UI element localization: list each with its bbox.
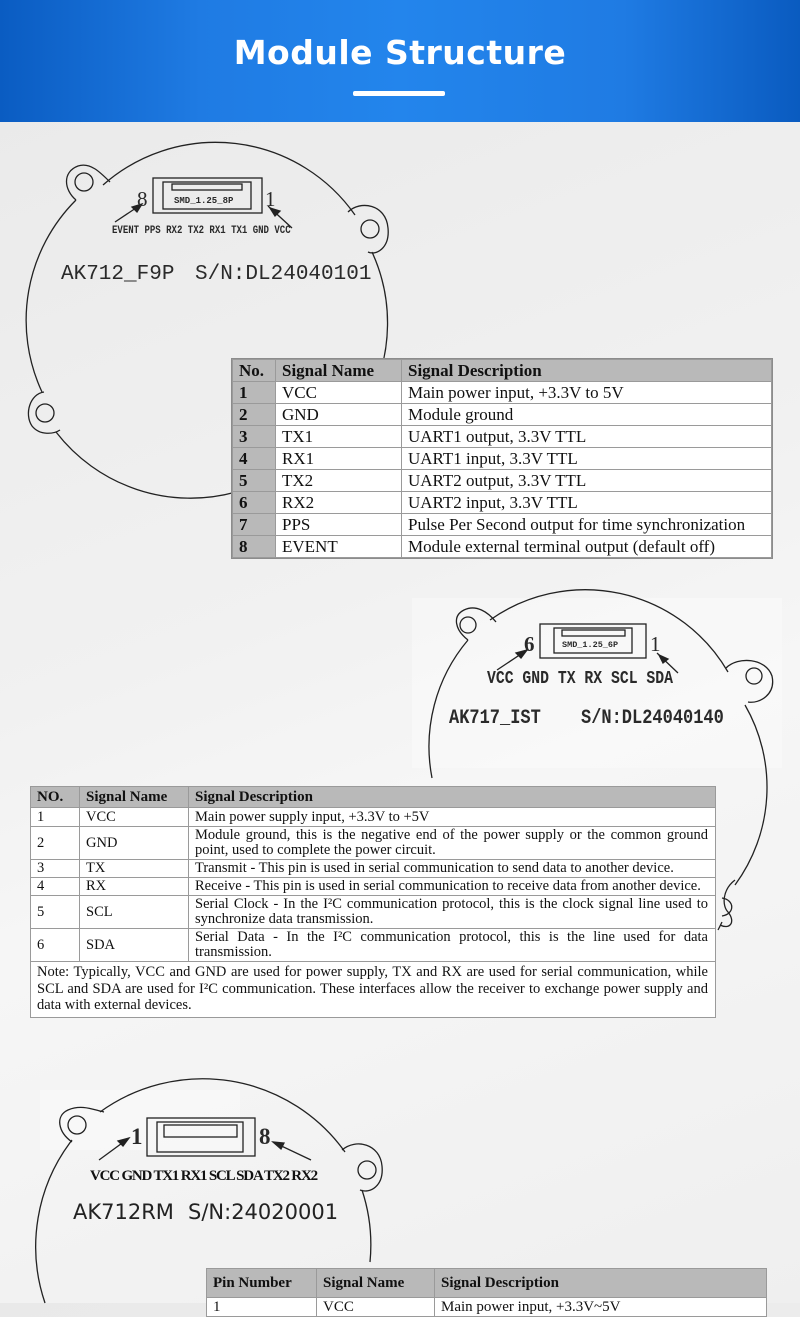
cell-no: 1 <box>31 808 80 827</box>
module-2-signal-table <box>30 786 716 1018</box>
cell-signal-name: SCL <box>80 896 189 929</box>
table-note-row <box>31 962 716 1018</box>
table-row <box>233 492 772 514</box>
cell-signal-name: RX2 <box>276 492 402 514</box>
table-row <box>233 426 772 448</box>
module-3-pin-number-right: 8 <box>259 1124 271 1149</box>
cell-no: 6 <box>233 492 276 514</box>
module-3-connector-slot <box>164 1125 237 1137</box>
module-2-pin-number-left: 6 <box>524 632 535 656</box>
cell-no: 1 <box>233 382 276 404</box>
module-1-tab-left <box>28 392 60 433</box>
module-2-pin-labels: VCC GND TX RX SCL SDA <box>487 669 674 689</box>
table-row <box>31 808 716 827</box>
module-1-tab-top-left <box>67 165 111 200</box>
cell-signal-description: Serial Clock - In the I²C communication protocol, this is the clock signal line used to synchronize data transmission. <box>189 896 716 929</box>
column-header-signal-description: Signal Description <box>435 1269 767 1298</box>
cell-signal-name: TX1 <box>276 426 402 448</box>
module-1-model: AK712_F9P <box>61 263 175 286</box>
cell-no: 8 <box>233 536 276 558</box>
table-row <box>207 1298 767 1317</box>
module-2-connector-slot <box>562 630 625 636</box>
cell-signal-description: UART1 output, 3.3V TTL <box>402 426 772 448</box>
table-row <box>233 404 772 426</box>
cell-no: 3 <box>31 860 80 878</box>
module-3-serial: S/N:24020001 <box>188 1200 339 1224</box>
module-2-pin-number-right: 1 <box>650 632 661 656</box>
cell-signal-name: VCC <box>276 382 402 404</box>
cell-signal-name: PPS <box>276 514 402 536</box>
module-3-model: AK712RM <box>73 1200 174 1224</box>
module-3-hole <box>358 1161 376 1179</box>
cell-signal-name: RX1 <box>276 448 402 470</box>
column-header-signal-name: Signal Name <box>317 1269 435 1298</box>
cell-no: 3 <box>233 426 276 448</box>
table-header-row <box>31 787 716 808</box>
cell-signal-name: SDA <box>80 929 189 962</box>
table-row <box>31 878 716 896</box>
table-row <box>31 827 716 860</box>
module-1-serial: S/N:DL24040101 <box>195 263 372 286</box>
module-3-arrowhead <box>273 1142 284 1149</box>
cell-no: 4 <box>233 448 276 470</box>
module-1-connector-label: SMD_1.25_8P <box>174 196 234 206</box>
module-1-hole <box>361 220 379 238</box>
module-3-tab-top-left <box>60 1107 104 1142</box>
cell-signal-name: TX2 <box>276 470 402 492</box>
column-header-signal-description: Signal Description <box>402 360 772 382</box>
cell-signal-description: Module ground, this is the negative end of the power supply or the common ground point, used to complete the power circuit. <box>189 827 716 860</box>
module-3-hole <box>68 1116 86 1134</box>
module-1-hole <box>36 404 54 422</box>
table-row <box>31 929 716 962</box>
cell-pin-number: 1 <box>207 1298 317 1317</box>
module-2-tab-right <box>726 660 773 702</box>
column-header-signal-name: Signal Name <box>80 787 189 808</box>
cell-signal-name: VCC <box>80 808 189 827</box>
cell-no: 4 <box>31 878 80 896</box>
cell-signal-description: Main power supply input, +3.3V to +5V <box>189 808 716 827</box>
module-1-connector-slot <box>172 184 242 190</box>
module-2-model: AK717_IST <box>449 707 541 730</box>
table-note: Note: Typically, VCC and GND are used for power supply, TX and RX are used for serial communication, while SCL and SDA are used for I²C communication. These interfaces allow the receiver to exchange power supply and data with external devices. <box>31 962 716 1018</box>
cell-signal-description: Module external terminal output (default off) <box>402 536 772 558</box>
table-header-row <box>207 1269 767 1298</box>
cell-signal-name: GND <box>80 827 189 860</box>
module-2-hole <box>746 668 762 684</box>
cell-signal-description: UART1 input, 3.3V TTL <box>402 448 772 470</box>
cell-signal-description: Transmit - This pin is used in serial communication to send data to another device. <box>189 860 716 878</box>
column-header-signal-name: Signal Name <box>276 360 402 382</box>
cell-signal-description: Main power input, +3.3V to 5V <box>402 382 772 404</box>
cell-signal-description: Main power input, +3.3V~5V <box>435 1298 767 1317</box>
column-header-pin-number: Pin Number <box>207 1269 317 1298</box>
table-row <box>233 470 772 492</box>
cell-signal-name: EVENT <box>276 536 402 558</box>
cell-signal-description: Receive - This pin is used in serial communication to receive data from another device. <box>189 878 716 896</box>
cell-signal-name: RX <box>80 878 189 896</box>
cell-no: 6 <box>31 929 80 962</box>
module-1-pin-labels: EVENT PPS RX2 TX2 RX1 TX1 GND VCC <box>112 225 291 237</box>
cell-no: 2 <box>31 827 80 860</box>
table-row <box>233 448 772 470</box>
cell-no: 2 <box>233 404 276 426</box>
module-1-hole <box>75 173 93 191</box>
column-header-no: NO. <box>31 787 80 808</box>
module-3-pin-labels: VCC GND TX1 RX1 SCL SDA TX2 RX2 <box>90 1168 317 1184</box>
cell-no: 5 <box>31 896 80 929</box>
module-1-pin-number-left: 8 <box>137 187 148 211</box>
module-3-pin-number-left: 1 <box>131 1124 143 1149</box>
table-row <box>233 514 772 536</box>
cell-signal-description: Pulse Per Second output for time synchronization <box>402 514 772 536</box>
cell-no: 5 <box>233 470 276 492</box>
table-row <box>233 536 772 558</box>
cell-signal-name: TX <box>80 860 189 878</box>
cell-signal-name: VCC <box>317 1298 435 1317</box>
column-header-no: No. <box>233 360 276 382</box>
cell-signal-description: Serial Data - In the I²C communication protocol, this is the line used for data transmission. <box>189 929 716 962</box>
cell-signal-description: UART2 output, 3.3V TTL <box>402 470 772 492</box>
table-row <box>31 896 716 929</box>
module-1-signal-table <box>232 359 772 558</box>
module-2-tab-lower-right <box>720 880 735 927</box>
module-2-hole <box>460 617 476 633</box>
table-row <box>31 860 716 878</box>
module-1-pin-number-right: 1 <box>265 187 276 211</box>
table-header-row <box>233 360 772 382</box>
module-2-connector-label: SMD_1.25_6P <box>562 640 619 650</box>
cell-signal-description: UART2 input, 3.3V TTL <box>402 492 772 514</box>
cell-signal-name: GND <box>276 404 402 426</box>
page-title: Module Structure <box>233 33 567 72</box>
table-row <box>233 382 772 404</box>
module-2-serial: S/N:DL24040140 <box>581 707 724 730</box>
column-header-signal-description: Signal Description <box>189 787 716 808</box>
cell-no: 7 <box>233 514 276 536</box>
module-3-signal-table <box>206 1268 767 1317</box>
cell-signal-description: Module ground <box>402 404 772 426</box>
